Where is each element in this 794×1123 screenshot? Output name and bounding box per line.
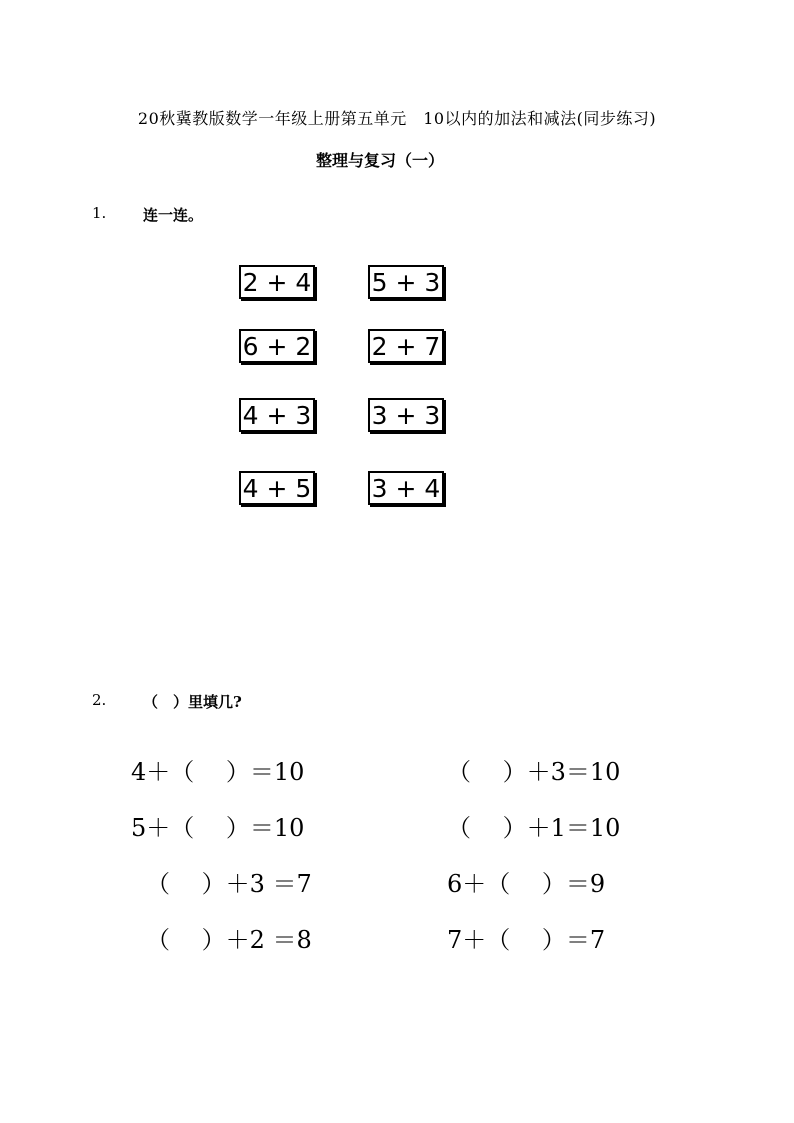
- fill-blank-equation[interactable]: 7＋（ ）＝7: [447, 926, 606, 954]
- question-2-number: 2.: [92, 691, 107, 709]
- fill-blank-equation[interactable]: 6＋（ ）＝9: [447, 870, 606, 898]
- left-card-4[interactable]: 4 + 5: [239, 471, 315, 505]
- fill-blank-equation[interactable]: （ ）＋3＝10: [447, 758, 621, 786]
- right-card-2[interactable]: 2 + 7: [368, 329, 444, 363]
- question-2-prompt: （ ）里填几?: [143, 693, 242, 711]
- left-card-2[interactable]: 6 + 2: [239, 329, 315, 363]
- fill-blank-equation[interactable]: 5＋（ ）＝10: [131, 814, 305, 842]
- fill-blank-equation[interactable]: （ ）＋1＝10: [447, 814, 621, 842]
- fill-blank-equation[interactable]: （ ）＋3 ＝7: [146, 870, 312, 898]
- left-card-3[interactable]: 4 + 3: [239, 398, 315, 432]
- page-title: 20秋冀教版数学一年级上册第五单元 10以内的加法和减法(同步练习): [137, 109, 657, 128]
- question-1-number: 1.: [92, 204, 107, 222]
- question-1-prompt: 连一连。: [143, 206, 204, 224]
- right-card-1[interactable]: 5 + 3: [368, 265, 444, 299]
- fill-blank-equation[interactable]: 4＋（ ）＝10: [131, 758, 305, 786]
- page-subtitle: 整理与复习（一）: [315, 151, 444, 170]
- left-card-1[interactable]: 2 + 4: [239, 265, 315, 299]
- right-card-4[interactable]: 3 + 4: [368, 471, 444, 505]
- fill-blank-equation[interactable]: （ ）＋2 ＝8: [146, 926, 312, 954]
- right-card-3[interactable]: 3 + 3: [368, 398, 444, 432]
